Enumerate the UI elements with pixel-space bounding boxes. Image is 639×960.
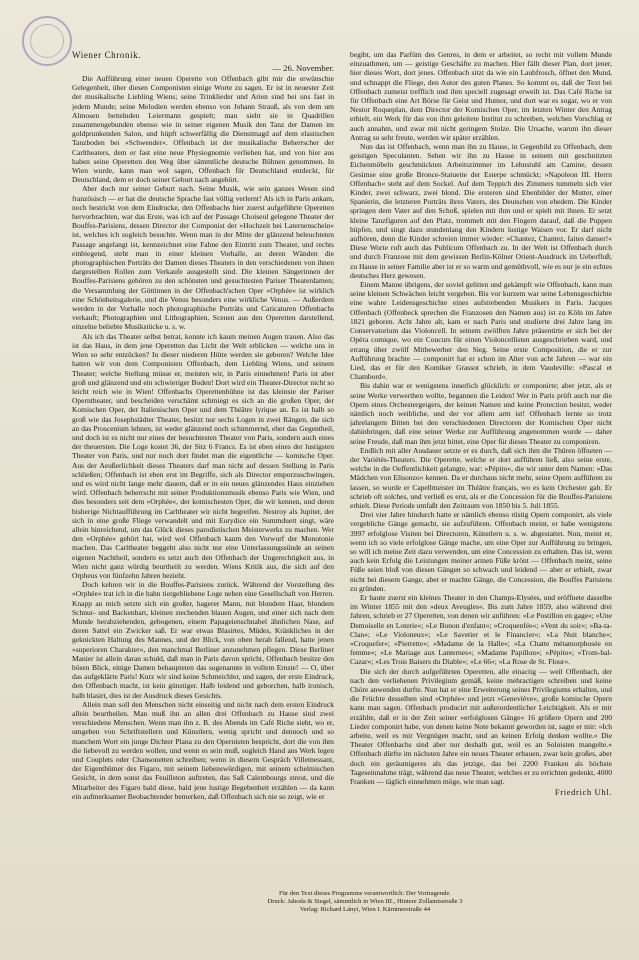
left-column (72, 50, 334, 878)
paragraph: Drei vier Jahre hindurch hatte er nämlich ebenso rüstig Opern componirt, als viele vergebliche Gänge gemacht, sie aufzuführen. Offenbach meint, er habe wenigstens 3997 erfolglose Visiten bei Directoren, Künstlern u. s. w. abgestattet. Nun, meint er, wenn ich so viele erfolglose Gänge mache, um eine Oper zur Aufführung zu bringen, so will ich meine Zeit dazu verwenden, um eine Concession zu erhalten. Das ist, wenn auch kein Erfolg die Leistungen meiner armen Füße krönt — Offenbach meint, seine Füße seien bloß von diesen Gängen so schwach und leidend — aber er erhielt, zwar nicht bei diesem Gange, aber er machte Gänge, die Concession, die Bouffes Parisiens zu gründen. (350, 510, 612, 593)
article-title: Wiener Chronik. (72, 50, 142, 60)
paragraph: Die sich der durch aufgeführten Operetten, alle einactig — weil Offenbach, der nach den verliehenen Privilegium gemäß, keine mehractigen schreiben und keine Chöre anwenden durfte. Nun hat er eine Erweiterung seines Privilegiums erhalten, und die Früchte desselben sind »Orphée« und jetzt »Geneviève«, große komische Opern kann man sagen. Offenbach producirt mit außerordentlicher Leichtigkeit. Als er mir erzählte, daß er in der Zeit seiner »erfolglosen Gänge« 16 größere Opern und 200 Lieder componirt habe, von denen keine Note bekannt geworden ist, sagte er mir: »Ich arbeite, weil es mir Vergnügen macht, und an keinen Erfolg denken wollte.« Die Theater Offenbachs sind aber nur deshalb gut, weil es an Soloisten mangelte.« Offenbach dürfte im nächsten Jahre ein neues Theater erbauen, zwar kein großes, aber doch ein geräumigeres als das jetzige, das bei 2200 Franken als höchste Tageseinnahme trägt, während das neue Theater, welches er zu errichten gedenkt, 4000 Franken — täglich einnehmen möge, wie man sagt. (350, 666, 612, 787)
footer-line: Verlag: Richard Lányi, Wien I. Kärntnerstraße 44 (299, 905, 431, 913)
paragraph: Aber doch nur seiner Geburt nach. Seine Musik, wie sein ganzes Wesen sind französisch — er hat die deutsche Sprache fast völlig verlernt! Als ich in Paris ankam, noch bestrickt von dem Eindrucke, den Offenbachs hier zuerst aufgeführte Operetten hervorbrachten, war das Erste, was ich auf der Passage Choiseul gelegene Theater der Bouffes-Parisiens, dessen Director der Componist der »Hochzeit bei Laternenschein« ist, welches ich sogleich besuchte. Wenn man in der Mitte der glänzend beleuchteten Passage angelangt ist, kennzeichnet eine Fahne den Eintritt zum Theater, und rechts einbiegend, steht man in einer kleinen Vorhalle, an deren Wänden die photographischen Porträts der Damen dieses Theaters in den verschiedenen von ihnen dargestellten Rollen zum Verkaufe ausgestellt sind. Die kleinen Sängerinnen der Bouffes-Parisiens gehören zu den schönsten und gesuchtesten Pariser Theaterdamen; die Versammlung der Göttinnen in der Offenbach'schen Oper »Orphée« ist wirklich eine Schönheitsgalerie, und die Venus besonders eine wirkliche Venus. — Außerdem werden in der Vorhalle noch photographische Porträts und Caricaturen Offenbachs verkauft; Photographien und Lithographien, Scenen aus den Operetten darstellend, einzelne beliebte Musikstücke u. s. w. (72, 184, 334, 332)
library-stamp (22, 16, 72, 66)
imprint-footer (200, 890, 530, 913)
right-column (350, 50, 612, 878)
paragraph: Doch kehren wir in die Bouffes-Parisiens zurück. Während der Vorstellung des »Orphée« trat ich in die bahn tiergebliebene Loge neben eine Gesellschaft von Herren. Knapp an mich setzte sich ein großer, hagerer Mann, mit blondem Haar, blondem Schnur- und Backenbart, kleinen stechenden blauen Augen, und einer sich nach dem Munde herabziehenden, gebogenen, einem Papageienschnabel ähnlichen Nase, auf deren Sattel ein Zwicker saß. Er war etwas Blasirtes, Müdes, Kränkliches in der geknickten Haltung des Mannes, und der Blick, von oben herab fallend, hatte jenen »superioren Charakter«, den manchmal Berliner anzunehmen pflegen. Diese Berliner Manier ist allein daran schuld, daß man in Paris davon spricht, Offenbach besitze den bösen Blick, einige Damen behaupteten das sogenannte in vollem Ernste! — O, über das aufgeklärte Paris! Kurz wir sind keine Schmeichler, und sagen, der erste Eindruck, den Offenbach macht, ist kein günstiger. Halb leidend und geborchen, halb ironisch, halb blasirt, dies ist der Ausdruck dieses Gesichts. (72, 580, 334, 700)
paragraph: Bis dahin war er wenigstens innerlich glücklich: er componirte; aber jetzt, als er seine Werke verwerthen wollte, begannen die Leiden! Wer in Paris prüft auch nur die Opern eines Orchestergeigers, der keinen Namen und keine Protection besitzt, weder nämlich noch weibliche, und der vor allem arm ist! Offenbach lernte so trotz jahrelangem Bitten bei den verschiedenen Directoren der Komischen Oper nicht dahinbringen, daß eine seiner Werke zur Aufführung angenommen wurde — daher seine Freude, daß man ihm jetzt bittet, eine Oper für dieses Theater zu componiren. (350, 381, 612, 446)
paragraph: Die Aufführung einer neuen Operette von Offenbach gibt mir die erwünschte Gelegenheit, über diesen Componisten einige Worte zu sagen. Er ist in neuester Zeit der musikalische Liebling Wiens; seine Trinklieder und Arien sind bei uns fast in jedem Munde; seine Melodien werden ebenso von Johann Strauß, als von dem um Almosen bettelnden Leiermann gespielt; man sieht sie in Quadrillen zusammengebunden ebenso wie in seiner eigenen Musik den Tanz der Damen im goldprunkenden Salon, und hüpft schwerfällig die Dienstmagd auf dem elastischen Tanzboden bei »Schwender«. Offenbach ist der musikalische Beherrscher der Carltheaters, dem er fast eine neue Physiognomie verliehen hat, und von hier aus haben seine Operetten den Weg über sämmtliche deutsche Bühnen genommen. In Wien wurde, kann man wol sagen, Offenbach für Deutschland entdeckt, für Deutschland, dem er doch seiner Geburt nach angehört. (72, 74, 334, 185)
paragraph: Nun das ist Offenbach, wenn man ihn zu Hause, in Gegenbild zu Offenbach, dem geistigen Speculanten. Sehen wir ihn zu Hause in seinem mit geschnitzten Eichenmöbeln geschmückten Arbeitszimmer im Lehnstuhl am Camine, dessen Gesimse eine große Bronce-Statuette der Esterpe schmückt; »Napoleon III. Herrn Offenbach« steht auf dem Sockel. Auf dem Teppich des Zimmers tummeln sich vier Kinder, zwei schwarz, zwei blond. Die ersteren sind Ebenbilder der Mutter, einer Spanierin, die letzteren Porträts ihres Vaters, des Deutschen von ehedem. Die Kinder springen dem Vater auf den Schoß, spielen mit ihm und er spielt mit ihnen. Er setzt kleine Tanzfiguren auf den Platz, trommelt mit den Fingern darauf, daß die Puppen hüpfen, und singt dazu stundenlang den Kindern lustige Waisen vor. Er darf nicht aufhören, denn die Kinder schreien immer wieder: »Chantez, Chantez, faites danser!« Diese Worte ruft auch das Publicum Offenbach zu. In der Welt ist Offenbach durch und durch Franzose mit dem gewissen Berlin-Kölner Orient-Ausdruck im Ueberfluß; zu Hause in seiner Familie aber ist er so warm und gemüthvoll, wie es nur je ein echtes deutsches Herz gewesen. (350, 142, 612, 280)
paragraph: Er baute zuerst ein kleines Theater in den Champs-Elysées, und eröffnete dasselbe im Winter 1855 mit den »deux Aveugles«. Bis zum Jahre 1859, also während drei Jahren, schrieb er 27 Operetten, von denen wir anführen: »Le Postillon en gage«; »Une Demoiselle en Loterie«; »Le Bonon d'enfant«; »Croquenfée«; »Vent du soir«; »Ba-ta-Clan«; »Le Violoneux«; »Le Savetier et le Financier«; »La Nuit blanche«; »Croquefer«; »Pierrette«; »Madame de la Halle«; »La Chatte métamorphosée en femme«; »Le Mariage aux Lanternes«; »Madame Papillon«; »Pépito«; »Trom-bal-Cazar«; »Les Trois Baisers du Diable«; »Le 66«; »La Rose de St. Flour«. (350, 592, 612, 667)
column-header (72, 50, 334, 61)
dateline: — 26. November. (272, 63, 334, 73)
footer-line: Für den Text dieses Programms verantwortlich: Der Vortragende. (278, 890, 452, 897)
paragraph: Einem Manne übrigens, der soviel gelitten und gekämpft wie Offenbach, kann man seine kleinen Schwächen leicht vergeben. Bis vor kurzem war seine Lebensgeschichte eine wahre Leidensgeschichte eines aufstrebenden Musikers in Paris. Jacques Offenbach (Offenbeck sprechen die Franzosen den Namen aus) ist zu Köln im Jahre 1821 geboren. Acht Jahre alt, kam er nach Paris und studierte drei Jahre lang im Conservatorium das Violoncell. In seinem zwölften Jahre präsentirte er sich bei der Opéra comique, wo ein Concurs für einen Violoncellisten ausgeschrieben ward, und errang über zwölf Mitbewerber den Sieg. Seine erste Composition, die er zur Aufführung brachte — componirt hat er schon im Alter von acht Jahren — war ein Lied, das er für den Komiker Grassot schrieb, in dem Vaudeville: »Pascal et Chambord«. (350, 280, 612, 382)
paragraph: Allein man soll den Menschen nicht einseitig und nicht nach dem ersten Eindruck allein beurtheilen. Man muß ihn an allen drei Offenbach zu Hause sind zwei verschiedene Menschen. Wenn man ihn z. B. des Abends im Café Riche sieht, wo er, umgeben von Schriftstellern und Künstlern, wenig spricht und dennoch und so manchem Wort ein junge Dichter Plana zu den Opernisten bespricht, dort die von ihm die liebevoll zu werden wollen, und wenn es sein muß, sogleich Hand ans Werk legen und Couplets oder Chansonetten schreiben; wenn in diesem Gespräch Villemessant, der Eigenthümer des Figaro, mit seinem liebenswürdigen, mit seinem schelmischen Gesicht, in dem sonst das Feuilleton auftreten, das Saß Calembourgs streut, und die Mitarbeiter des Figaro bald diese, bald jene lustige Begebenheit erzählen — da kann ein aufmerksamer Beobachtender bemerken, daß Offenbach sich nie so zeigt, wie er (72, 699, 334, 801)
paragraph: begibt, um das Parfüm des Genres, in dem er arbeitet, so recht mit vollem Munde einzuathmen, um — geistige Geschäfte zu machen. Hier fällt dieser Plan, dort jener, hier dieses Wort, dort jenes. Offenbach sitzt da wie ein Laubfrosch, öffnet den Mund, und schnappt die Fliege, den Autor des guten Planes. So kommt es, daß der Text bei Offenbach zumeist trefflich und ihm speciell zugesagt erweilt ist. Das Café Riche ist für Offenbach eine Art Börse für Geist und Humor, und dort war es sogar, wo er von Nestor Roqueplan, dem Director der Komischen Oper, im letzten Winter den Antrag erhielt, ein Werk für das von ihm geleitete Institut zu schreiben, welchen Vorschlag er auch annahm, und zwar mit nicht geringem Stolze. Die Ursache, warum ihn dieser Antrag so sehr freute, werden wir später erzählen. (350, 50, 612, 142)
footer-line: Druck: Jahoda & Siegel, sämmtlich in Wien III., Hintere Zollamtsstraße 3 (267, 897, 463, 905)
paragraph: Als ich das Theater selbst betrat, konnte ich kaum meinen Augen trauen. Also das ist das Haus, in dem jene Operetten das Licht der Welt erblicken — welche uns in Wien so sehr entzücken? In dieser niederen Hütte werden sie geboren? Welche Idee hatten wir von dem Componisten Offenbach, dem Liebling Wiens, und seinem Theater; welche Stellung müsse er, meinten wir, in Paris einnehmen! Paris ist aber groß und glänzend und ein schwieriger Boden! Dort wird ein Theater-Director nicht so leicht reich wie in Wien! Offenbachs Operettenbühne ist das kleinste der Pariser Operntheater, und bescheiden verschämt schmiegt es sich an die großen Oper, der Komischen Oper, der Italienischen Oper und dem Théâtre lyrique an. Es ist halb so groß wie das Josephstädter Theater, besitzt nur sechs Logen in zwei Rängen, die sich an das Proscenium lehnen, ist weder glänzend noch schimmernd, eher das Gegentheil, und doch ist es nicht nur eines der besuchtesten Theater von Paris, sondern auch eines der theuersten. Die Loge kostet 36, der Sitz 6 Francs. Es ist eben eines der lustigsten Theater von Paris, und nur noch dort findet man die eigentliche — komische Oper. Aus der Aeußerlichkeit dieses Theaters darf man nicht auf dessen Stellung in Paris schließen; Offenbach ist eben erst im Begriffe, sich als Director emporzuschwingen, und es wird nicht lange mehr dauern, daß er in ein neues glänzendes Haus einziehen wird. Offenbach beherrscht mit seiner Produktionsmusik ebenso Paris wie Wien, und dies besonders seit dem »Orphée«, der komischesten Oper, die wir kennen, und deren bisherige Nichtaufführung im Carltheater wir nicht begreifen. Nestroy als Jupiter, der sich in eine große Fliege verwandelt und mit Eurydice ein Summduett singt, wäre allein hinreichend, um das Glück dieses parodistischen Meisterwerks zu machen. Wer den »Orphée« gehört hat, wird wol Offenbach kaum den Vorwurf der Monotonie machen. Das Carltheater beggeht also nicht nur eine Unterlassungssünde an seinen eigenen Nachtheil, sondern es setzt auch den Offenbach der Ungerechtigkeit aus, in Wien nicht ganz würdig beurtheilt zu werden. Wiens Kritik aus, die sich auf den Orpheus von fünfzehn Jahren bezieht. (72, 331, 334, 580)
article-body (72, 50, 612, 878)
paragraph: Endlich mit aller Ausdauer setzte er es durch, daß sich ihm die Thüren öffneten — der Variétés-Theaters. Die Operette, welche er dort aufführen ließ, also seine erste, welche in die Oeffentlichkeit gelangte, war: »Pépito«, die wir unter dem Namen: »Das Mädchen von Elisonzo« kennen. Da er durchaus nicht mehr, seine Opern aufführen zu lassen, so wurde er Capellmeister im Théâtre français, wo es kein Orchester gab. Er schrieb oft solches, und verließ es erst, als er die Concession für die Bouffes-Parisiens erhielt. Diese Periode umfaßt den Zeitraum von 1850 bis 5. Juli 1855. (350, 445, 612, 510)
author-signature: Friedrich Uhl. (554, 787, 612, 798)
